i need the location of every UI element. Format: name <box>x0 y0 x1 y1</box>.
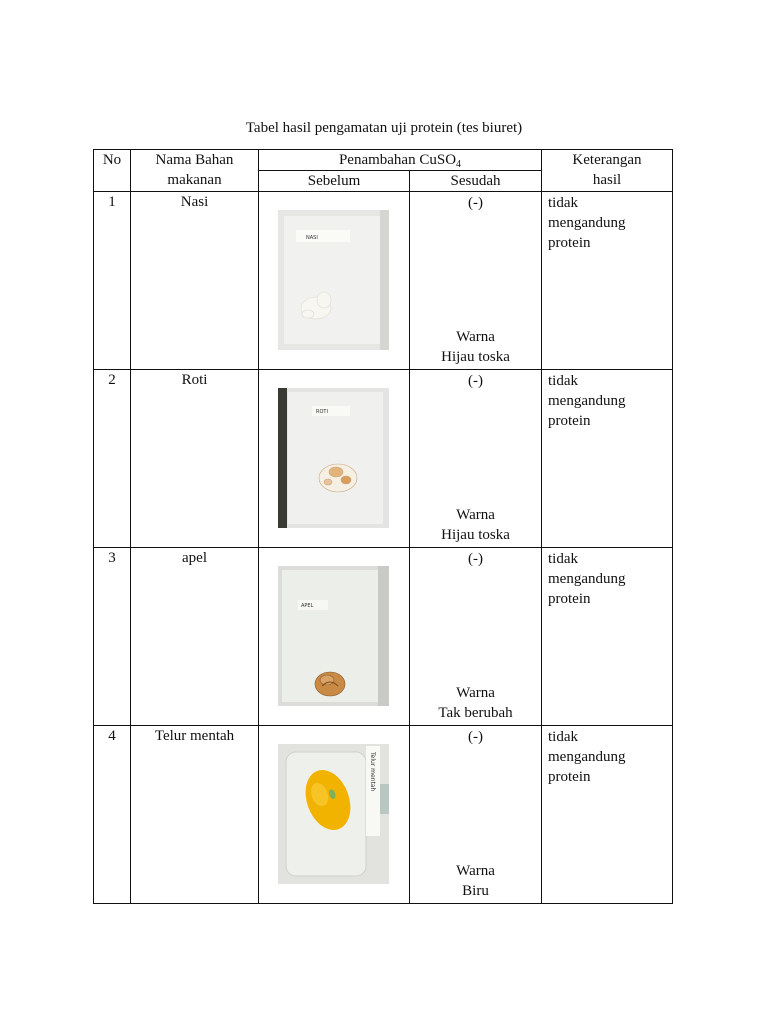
header-keterangan: Keterangan hasil <box>542 150 673 192</box>
row-before-photo-cell <box>259 370 410 548</box>
result-color: Warna Biru <box>456 863 495 899</box>
header-sesudah: Sesudah <box>410 171 542 192</box>
sample-photo-nasi <box>278 210 389 350</box>
result-sign: (-) <box>468 551 483 567</box>
row-number: 2 <box>94 370 131 548</box>
header-no: No <box>94 150 131 192</box>
row-number: 3 <box>94 548 131 726</box>
header-nama-bahan: Nama Bahan makanan <box>131 150 259 192</box>
row-before-photo-cell <box>259 192 410 370</box>
row-keterangan: tidak mengandung protein <box>542 192 673 370</box>
row-number: 4 <box>94 726 131 904</box>
photo-label: Telur mentah <box>369 752 376 792</box>
sample-photo-roti <box>278 388 389 528</box>
header-sebelum: Sebelum <box>259 171 410 192</box>
result-color: Warna Hijau toska <box>441 329 510 365</box>
row-food-name: apel <box>131 548 259 726</box>
header-penambahan: Penambahan CuSO$_4$ <box>259 150 542 171</box>
row-food-name: Roti <box>131 370 259 548</box>
result-sign: (-) <box>468 373 483 389</box>
row-keterangan: tidak mengandung protein <box>542 726 673 904</box>
row-before-photo-cell <box>259 548 410 726</box>
row-after-result <box>410 370 542 548</box>
table-row <box>94 370 673 548</box>
table-row <box>94 726 673 904</box>
row-after-result <box>410 548 542 726</box>
photo-label: APEL <box>301 603 314 609</box>
row-after-result <box>410 192 542 370</box>
sample-photo-apel <box>278 566 389 706</box>
row-food-name: Nasi <box>131 192 259 370</box>
table-row <box>94 192 673 370</box>
sample-photo-telur <box>278 744 389 884</box>
row-keterangan: tidak mengandung protein <box>542 370 673 548</box>
row-after-result <box>410 726 542 904</box>
result-sign: (-) <box>468 729 483 745</box>
row-before-photo-cell <box>259 726 410 904</box>
photo-label: ROTI <box>316 409 328 415</box>
row-food-name: Telur mentah <box>131 726 259 904</box>
result-sign: (-) <box>468 195 483 211</box>
table-title: Tabel hasil pengamatan uji protein (tes biuret) <box>245 120 523 136</box>
result-color: Warna Tak berubah <box>438 685 513 721</box>
photo-label: NASI <box>306 235 318 241</box>
table-row <box>94 548 673 726</box>
results-table <box>93 149 673 904</box>
row-keterangan: tidak mengandung protein <box>542 548 673 726</box>
row-number: 1 <box>94 192 131 370</box>
result-color: Warna Hijau toska <box>441 507 510 543</box>
